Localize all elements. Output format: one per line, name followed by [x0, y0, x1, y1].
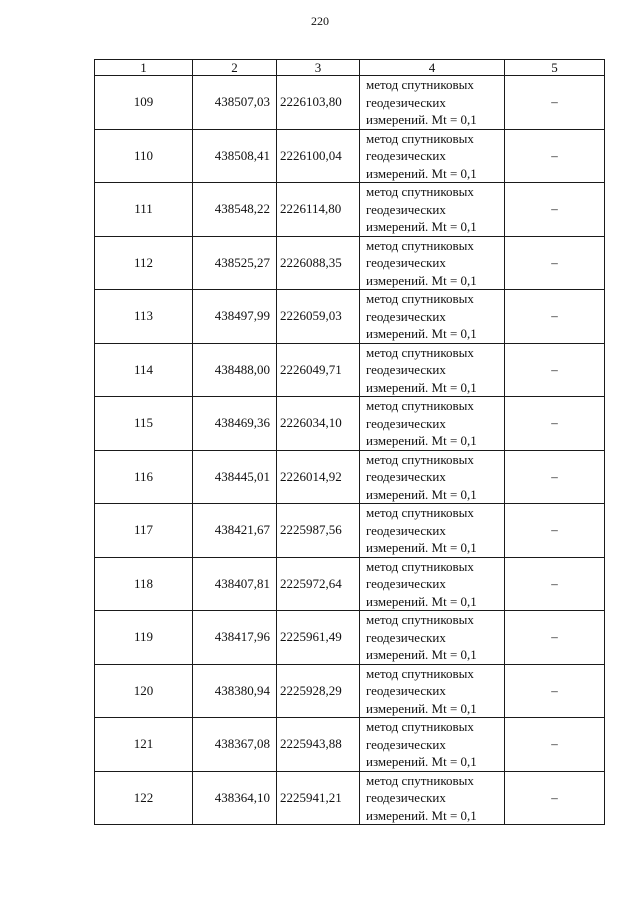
x-coordinate-cell: 438488,00 — [193, 343, 277, 397]
method-text-line: измерений. Mt = 0,1 — [366, 326, 477, 341]
table-row — [95, 76, 605, 130]
y-coordinate-cell: 2225928,29 — [277, 664, 360, 718]
note-cell: – — [505, 183, 605, 237]
y-coordinate-cell: 2225972,64 — [277, 557, 360, 611]
method-text-line: измерений. Mt = 0,1 — [366, 219, 477, 234]
y-coordinate-cell: 2226114,80 — [277, 183, 360, 237]
point-number-cell: 122 — [95, 771, 193, 825]
method-text-line: метод спутниковых — [366, 665, 474, 681]
point-number-cell: 119 — [95, 611, 193, 665]
x-coordinate-cell: 438417,96 — [193, 611, 277, 665]
method-text-line: метод спутниковых — [366, 77, 474, 92]
method-cell — [360, 718, 505, 772]
method-cell — [360, 557, 505, 611]
note-cell: – — [505, 664, 605, 718]
y-coordinate-cell: 2226049,71 — [277, 343, 360, 397]
method-text-line: метод спутниковых — [366, 130, 474, 146]
x-coordinate-cell: 438445,01 — [193, 450, 277, 504]
note-cell: – — [505, 290, 605, 344]
coordinates-table — [94, 59, 605, 825]
point-number-cell: 112 — [95, 236, 193, 290]
method-text-line: геодезических — [366, 255, 446, 270]
note-cell: – — [505, 504, 605, 558]
header-col-4: 4 — [360, 60, 505, 76]
y-coordinate-cell: 2226034,10 — [277, 397, 360, 451]
header-col-2: 2 — [193, 60, 277, 76]
y-coordinate-cell: 2226059,03 — [277, 290, 360, 344]
x-coordinate-cell: 438508,41 — [193, 129, 277, 183]
method-text-line: измерений. Mt = 0,1 — [366, 272, 477, 288]
note-cell: – — [505, 76, 605, 130]
method-text-line: геодезических — [366, 415, 446, 431]
point-number-cell: 116 — [95, 450, 193, 504]
header-col-1: 1 — [95, 60, 193, 76]
table-row — [95, 397, 605, 451]
table-row — [95, 450, 605, 504]
table-row — [95, 718, 605, 772]
table-row — [95, 557, 605, 611]
method-cell — [360, 504, 505, 558]
method-cell — [360, 290, 505, 344]
x-coordinate-cell: 438367,08 — [193, 718, 277, 772]
y-coordinate-cell: 2226103,80 — [277, 76, 360, 130]
method-text-line: геодезических — [366, 308, 446, 324]
y-coordinate-cell: 2226100,04 — [277, 129, 360, 183]
method-cell — [360, 343, 505, 397]
point-number-cell: 110 — [95, 129, 193, 183]
header-col-3: 3 — [277, 60, 360, 76]
method-text-line: геодезических — [366, 683, 446, 698]
note-cell: – — [505, 129, 605, 183]
method-text-line: измерений. Mt = 0,1 — [366, 700, 477, 716]
method-text-line: метод спутниковых — [366, 184, 474, 199]
table-row — [95, 611, 605, 665]
y-coordinate-cell: 2226088,35 — [277, 236, 360, 290]
method-text-line: метод спутниковых — [366, 719, 474, 734]
method-cell — [360, 129, 505, 183]
point-number-cell: 121 — [95, 718, 193, 772]
point-number-cell: 118 — [95, 557, 193, 611]
method-cell — [360, 236, 505, 290]
table-row — [95, 290, 605, 344]
method-cell — [360, 183, 505, 237]
method-cell — [360, 611, 505, 665]
method-text-line: измерений. Mt = 0,1 — [366, 379, 477, 395]
note-cell: – — [505, 397, 605, 451]
table-row — [95, 236, 605, 290]
method-text-line: геодезических — [366, 576, 446, 591]
method-text-line: метод спутниковых — [366, 451, 474, 467]
method-cell — [360, 397, 505, 451]
point-number-cell: 109 — [95, 76, 193, 130]
table-header — [95, 60, 605, 76]
method-text-line: геодезических — [366, 201, 446, 217]
x-coordinate-cell: 438407,81 — [193, 557, 277, 611]
note-cell: – — [505, 718, 605, 772]
method-text-line: метод спутниковых — [366, 344, 474, 360]
x-coordinate-cell: 438364,10 — [193, 771, 277, 825]
method-text-line: измерений. Mt = 0,1 — [366, 540, 477, 555]
method-text-line: геодезических — [366, 522, 446, 538]
table-row — [95, 183, 605, 237]
note-cell: – — [505, 771, 605, 825]
table-row — [95, 504, 605, 558]
method-text-line: измерений. Mt = 0,1 — [366, 486, 477, 502]
x-coordinate-cell: 438497,99 — [193, 290, 277, 344]
point-number-cell: 115 — [95, 397, 193, 451]
x-coordinate-cell: 438525,27 — [193, 236, 277, 290]
table-body — [95, 76, 605, 825]
table-row — [95, 771, 605, 825]
y-coordinate-cell: 2225961,49 — [277, 611, 360, 665]
y-coordinate-cell: 2225941,21 — [277, 771, 360, 825]
method-text-line: метод спутниковых — [366, 505, 474, 520]
point-number-cell: 114 — [95, 343, 193, 397]
table-row — [95, 129, 605, 183]
note-cell: – — [505, 236, 605, 290]
note-cell: – — [505, 343, 605, 397]
method-text-line: геодезических — [366, 469, 446, 484]
x-coordinate-cell: 438469,36 — [193, 397, 277, 451]
note-cell: – — [505, 450, 605, 504]
note-cell: – — [505, 557, 605, 611]
table-row — [95, 343, 605, 397]
method-text-line: геодезических — [366, 790, 446, 805]
method-text-line: измерений. Mt = 0,1 — [366, 433, 477, 448]
method-text-line: метод спутниковых — [366, 558, 474, 574]
method-text-line: геодезических — [366, 362, 446, 377]
y-coordinate-cell: 2225987,56 — [277, 504, 360, 558]
x-coordinate-cell: 438548,22 — [193, 183, 277, 237]
x-coordinate-cell: 438421,67 — [193, 504, 277, 558]
point-number-cell: 113 — [95, 290, 193, 344]
method-text-line: геодезических — [366, 94, 446, 110]
point-number-cell: 117 — [95, 504, 193, 558]
header-row — [95, 60, 605, 76]
header-col-5: 5 — [505, 60, 605, 76]
method-cell — [360, 664, 505, 718]
method-cell — [360, 771, 505, 825]
y-coordinate-cell: 2225943,88 — [277, 718, 360, 772]
method-text-line: метод спутниковых — [366, 291, 474, 306]
method-cell — [360, 450, 505, 504]
x-coordinate-cell: 438507,03 — [193, 76, 277, 130]
method-text-line: метод спутниковых — [366, 237, 474, 253]
method-text-line: измерений. Mt = 0,1 — [366, 112, 477, 127]
y-coordinate-cell: 2226014,92 — [277, 450, 360, 504]
point-number-cell: 120 — [95, 664, 193, 718]
method-text-line: метод спутниковых — [366, 398, 474, 413]
method-text-line: геодезических — [366, 629, 446, 645]
method-text-line: метод спутниковых — [366, 612, 474, 627]
method-text-line: измерений. Mt = 0,1 — [366, 593, 477, 609]
method-text-line: метод спутниковых — [366, 772, 474, 788]
method-text-line: измерений. Mt = 0,1 — [366, 807, 477, 823]
page-number: 220 — [311, 14, 329, 28]
note-cell: – — [505, 611, 605, 665]
table-row — [95, 664, 605, 718]
method-cell — [360, 76, 505, 130]
method-text-line: геодезических — [366, 148, 446, 163]
method-text-line: измерений. Mt = 0,1 — [366, 165, 477, 181]
method-text-line: геодезических — [366, 736, 446, 752]
x-coordinate-cell: 438380,94 — [193, 664, 277, 718]
method-text-line: измерений. Mt = 0,1 — [366, 754, 477, 769]
method-text-line: измерений. Mt = 0,1 — [366, 647, 477, 662]
point-number-cell: 111 — [95, 183, 193, 237]
